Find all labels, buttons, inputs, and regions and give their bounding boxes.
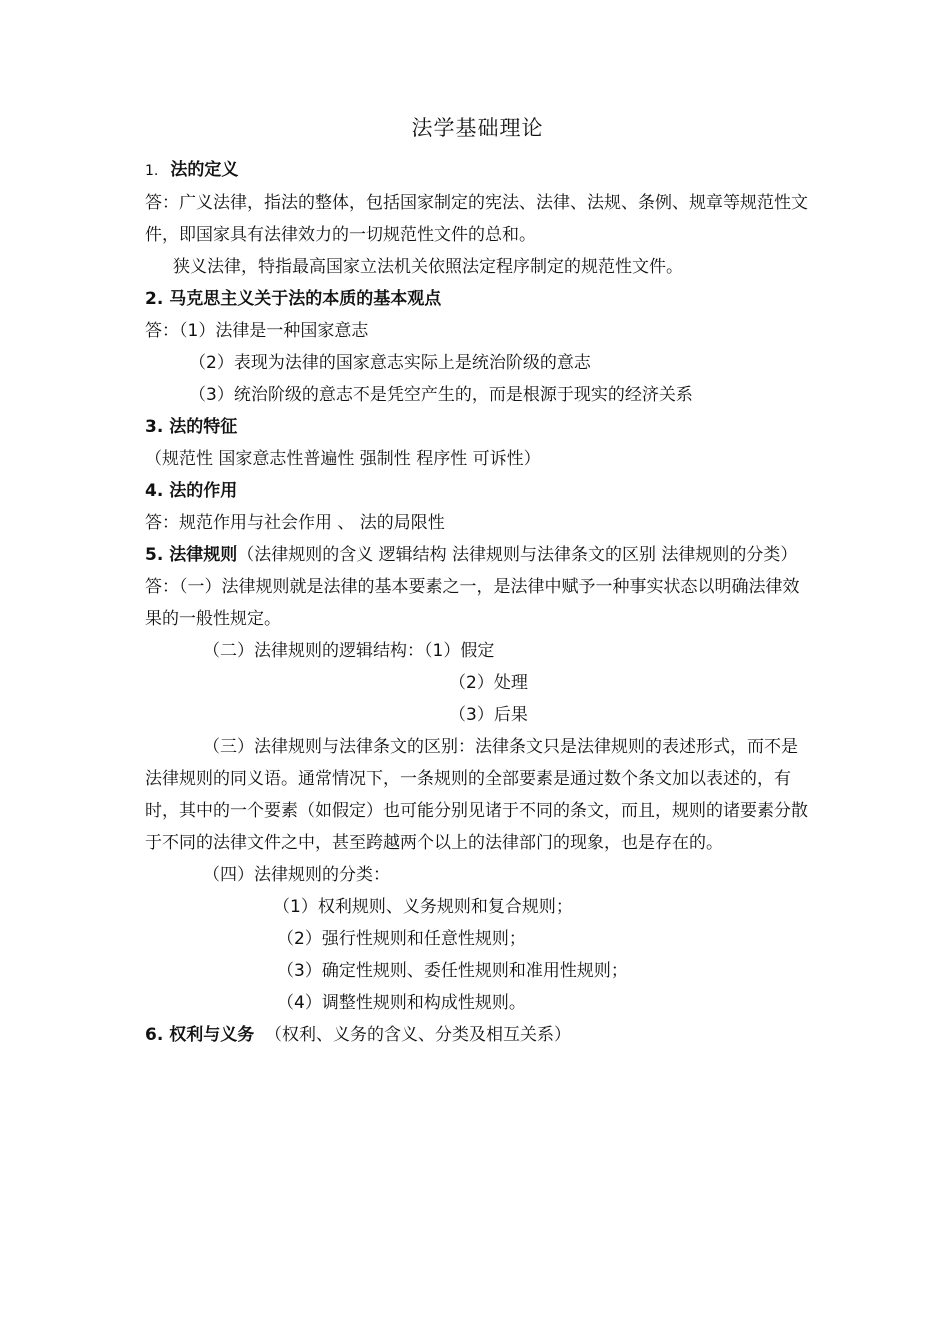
section-5-category-4: （4）调整性规则和构成性规则。 bbox=[277, 993, 526, 1013]
section-5-point-1: 答：（一）法律规则就是法律的基本要素之一，是法律中赋予一种事实状态以明确法律效果的一般性规定。 bbox=[145, 577, 800, 629]
section-5-category-3: （3）确定性规则、委任性规则和准用性规则； bbox=[277, 961, 628, 981]
section-5-heading-note: （法律规则的含义 逻辑结构 法律规则与法律条文的区别 法律规则的分类） bbox=[237, 545, 798, 565]
section-2-point-3: （3）统治阶级的意志不是凭空产生的，而是根源于现实的经济关系 bbox=[189, 385, 693, 405]
section-6-heading: 6. 权利与义务 bbox=[145, 1025, 255, 1045]
section-3-heading: 3. 法的特征 bbox=[145, 417, 238, 437]
section-2-heading: 2. 马克思主义关于法的本质的基本观点 bbox=[145, 289, 442, 309]
section-2-point-1: 答：（1）法律是一种国家意志 bbox=[145, 321, 369, 341]
section-5-point-3: （三）法律规则与法律条文的区别：法律条文只是法律规则的表述形式，而不是法律规则的同义语。通常情况下，一条规则的全部要素是通过数个条文加以表述的，有时，其中的一个要素（如假定）也可能分别见诸于不同的条文，而且，规则的诸要素分散于不同的法律文件之中，甚至跨越两个以上的法律部门的现象，也是存在的。 bbox=[145, 737, 808, 853]
section-4-heading: 4. 法的作用 bbox=[145, 481, 238, 501]
section-1-narrow-definition: 狭义法律，特指最高国家立法机关依照法定程序制定的规范性文件。 bbox=[173, 257, 683, 277]
section-3-body: （规范性 国家意志性普遍性 强制性 程序性 可诉性） bbox=[145, 449, 541, 469]
section-4-body: 答：规范作用与社会作用 、 法的局限性 bbox=[145, 513, 445, 533]
section-1-answer: 答：广义法律，指法的整体，包括国家制定的宪法、法律、法规、条例、规章等规范性文件，即国家具有法律效力的一切规范性文件的总和。 bbox=[145, 193, 808, 245]
document-page bbox=[145, 112, 810, 1051]
section-5-heading: 5. 法律规则 bbox=[145, 545, 238, 565]
section-5-point-2-c: （3）后果 bbox=[449, 705, 528, 725]
section-1-heading bbox=[145, 154, 810, 187]
document-title: 法学基础理论 bbox=[411, 116, 544, 140]
section-5-point-2: （二）法律规则的逻辑结构：（1）假定 bbox=[203, 641, 495, 661]
section-5-category-2: （2）强行性规则和任意性规则； bbox=[277, 929, 526, 949]
section-2-point-2: （2）表现为法律的国家意志实际上是统治阶级的意志 bbox=[189, 353, 591, 373]
section-1-number: 1. bbox=[145, 163, 159, 179]
section-5-category-1: （1）权利规则、义务规则和复合规则； bbox=[273, 897, 573, 917]
section-6-heading-note: （权利、义务的含义、分类及相互关系） bbox=[265, 1025, 572, 1045]
section-5-point-2-b: （2）处理 bbox=[449, 673, 528, 693]
section-5-point-4: （四）法律规则的分类： bbox=[203, 865, 390, 885]
section-6-heading-line bbox=[145, 1019, 810, 1051]
section-5-heading-line bbox=[145, 539, 810, 571]
section-1-title: 法的定义 bbox=[170, 160, 239, 180]
